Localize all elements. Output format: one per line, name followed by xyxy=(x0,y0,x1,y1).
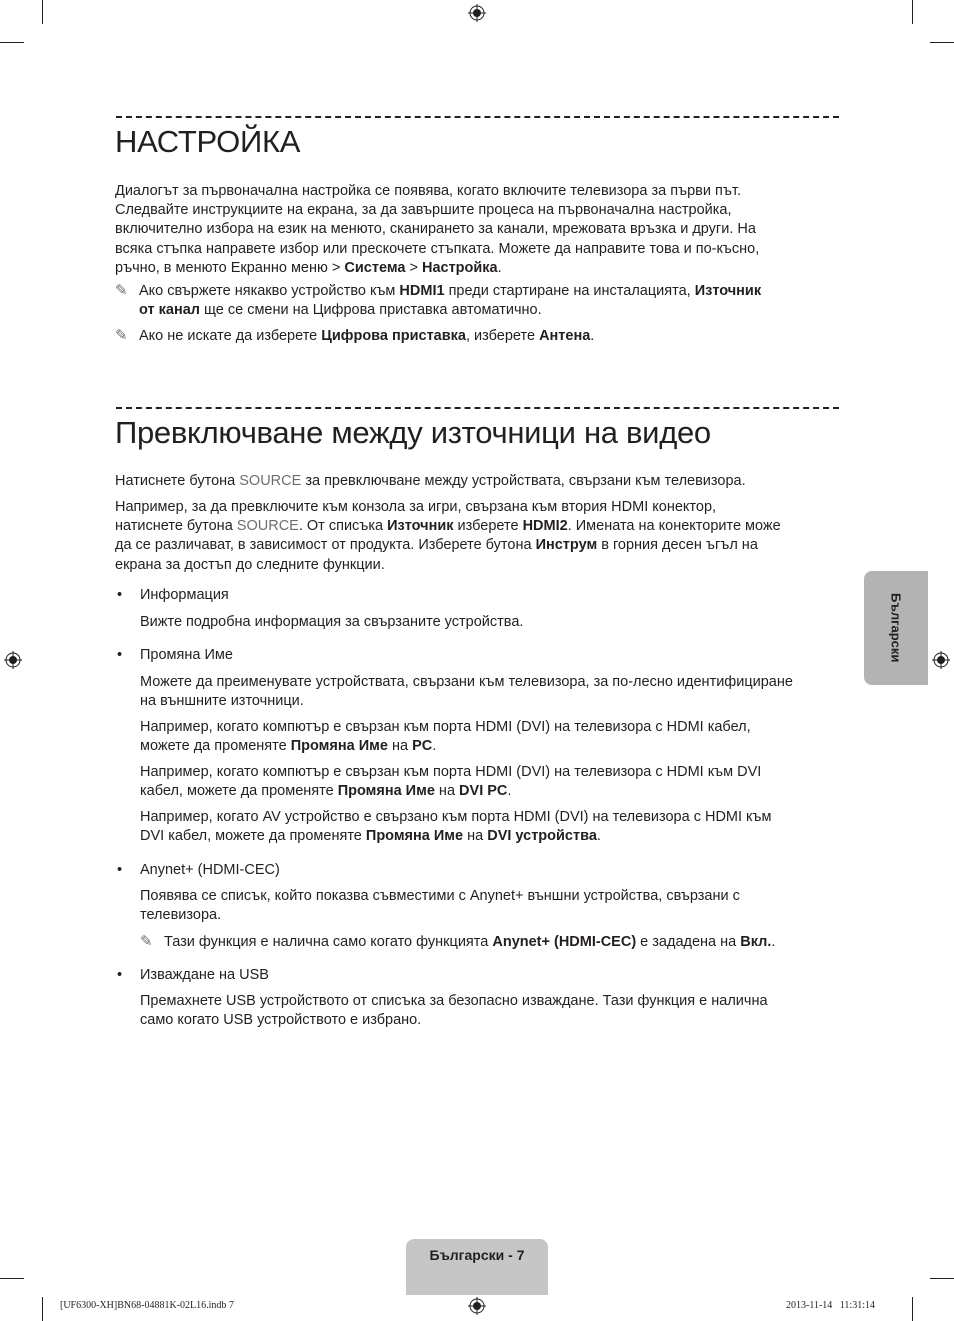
text: DVI кабел, можете да променяте xyxy=(140,828,366,845)
text: . От списъка xyxy=(298,518,388,535)
text: да се различават, в зависимост от продукта. Изберете бутона xyxy=(115,537,536,554)
text: . Имената на конекторите може xyxy=(567,518,781,535)
text-line: само когато USB устройството е избрано. xyxy=(140,1012,422,1029)
text: . xyxy=(497,259,502,276)
text-line: включително избора на език на менюто, сканирането за канали, мрежовата връзка и други. На xyxy=(115,221,756,238)
text-line: Появява се списък, който показва съвместими с Anynet+ външни устройства, свързани с xyxy=(140,888,740,904)
text: натиснете бутона xyxy=(115,518,237,535)
note-hdmi xyxy=(115,281,845,320)
text-line: екрана за достъп до следните функции. xyxy=(115,556,385,573)
crop-mark xyxy=(930,1278,954,1279)
text: Тази функция е налична само когато функцията xyxy=(164,934,493,950)
text-line: Премахнете USB устройството от списъка за безопасно изваждане. Тази функция е налична xyxy=(140,993,768,1009)
menu-term: Вкл. xyxy=(740,934,772,950)
menu-term: DVI устройства xyxy=(487,828,597,845)
text: кабел, можете да променяте xyxy=(140,783,338,800)
menu-term: от канал xyxy=(139,302,200,319)
text-line xyxy=(115,536,845,555)
text: на xyxy=(463,828,488,845)
menu-term: HDMI2 xyxy=(522,518,568,535)
text-line: Например, когато компютър е свързан към порта HDMI (DVI) на телевизора с HDMI кабел, xyxy=(140,719,751,735)
bullet: • xyxy=(117,862,123,878)
text-line xyxy=(115,259,845,278)
text-line: Например, когато компютър е свързан към порта HDMI (DVI) на телевизора с HDMI към DVI xyxy=(140,764,762,780)
text: . xyxy=(771,934,776,950)
source-p1 xyxy=(115,472,845,491)
footer-timestamp: 2013-11-14 11:31:14 xyxy=(786,1300,875,1311)
crop-mark xyxy=(930,42,954,43)
footer-file-info: [UF6300-XH]BN68-04881K-02L16.indb 7 xyxy=(60,1300,234,1311)
menu-term: Система xyxy=(344,259,406,276)
menu-term: Настройка xyxy=(421,259,498,276)
bullet: • xyxy=(117,587,123,603)
menu-term: PC xyxy=(412,738,433,755)
item-rename-desc xyxy=(140,673,840,711)
page-number-label: Български - 7 xyxy=(429,1247,525,1263)
crop-mark xyxy=(0,42,24,43)
item-info-label: Информация xyxy=(140,587,229,603)
button-name: SOURCE xyxy=(236,518,299,535)
text-line: на външните източници. xyxy=(140,693,304,710)
text: преди стартиране на инсталацията, xyxy=(444,283,695,299)
menu-term: Промяна Име xyxy=(337,783,435,800)
note-icon: ✎ xyxy=(140,933,153,950)
text: > xyxy=(405,259,422,276)
bullet: • xyxy=(117,967,123,983)
text: Натиснете бутона xyxy=(115,473,240,489)
text-line xyxy=(115,281,845,301)
language-side-label: Български xyxy=(888,593,904,663)
item-info-desc: Вижте подробна информация за свързаните устройства. xyxy=(140,614,524,630)
text: на xyxy=(387,738,413,755)
text-line xyxy=(115,517,845,536)
text: в горния десен ъгъл на xyxy=(597,537,758,554)
section-divider xyxy=(116,116,839,118)
registration-mark-icon xyxy=(468,1297,486,1315)
text: изберете xyxy=(453,518,523,535)
text-line xyxy=(115,301,845,320)
text: ръчно, в менюто Екранно меню > xyxy=(115,259,345,276)
text-line xyxy=(140,737,840,756)
menu-term: DVI PC xyxy=(459,783,508,800)
crop-mark xyxy=(912,0,913,24)
text-line: телевизора. xyxy=(140,907,222,924)
menu-term: Източник xyxy=(387,518,454,535)
text-line: Можете да преименувате устройствата, свързани към телевизора, за по-лесно идентифициране xyxy=(140,674,793,690)
crop-mark xyxy=(912,1297,913,1321)
text-line xyxy=(140,782,840,801)
note-antenna xyxy=(115,326,845,346)
button-name: SOURCE xyxy=(239,473,302,489)
note-icon: ✎ xyxy=(115,327,128,344)
text: , изберете xyxy=(465,328,540,344)
item-rename-example-dvipc xyxy=(140,763,840,801)
source-p2 xyxy=(115,498,845,575)
text: . xyxy=(596,828,601,845)
item-anynet-label: Anynet+ (HDMI-CEC) xyxy=(140,862,280,878)
text: на xyxy=(434,783,460,800)
crop-mark xyxy=(0,1278,24,1279)
text: . xyxy=(507,783,512,800)
registration-mark-icon xyxy=(932,651,950,669)
section-divider xyxy=(116,407,839,409)
item-rename-label: Промяна Име xyxy=(140,647,233,663)
text-line: Диалогът за първоначална настройка се появява, когато включите телевизора за първи път. xyxy=(115,183,741,199)
bullet: • xyxy=(117,647,123,663)
crop-mark xyxy=(42,1297,43,1321)
text-line xyxy=(115,326,845,346)
menu-term: Антена xyxy=(539,328,591,344)
registration-mark-icon xyxy=(468,4,486,22)
text-line: Например, за да превключите към конзола за игри, свързана към втория HDMI конектор, xyxy=(115,499,717,515)
crop-mark xyxy=(42,0,43,24)
text-line xyxy=(140,827,840,846)
item-usb-desc xyxy=(140,992,840,1030)
menu-term: Източник xyxy=(694,283,762,299)
menu-term: Промяна Име xyxy=(290,738,388,755)
menu-term: Anynet+ (HDMI-CEC) xyxy=(492,934,637,950)
item-anynet-desc xyxy=(140,887,840,925)
text: за превключване между устройствата, свързани към телевизора. xyxy=(301,473,746,489)
text-line: Следвайте инструкциите на екрана, за да завършите процеса на първоначална настройка, xyxy=(115,202,732,219)
registration-mark-icon xyxy=(4,651,22,669)
menu-term: Промяна Име xyxy=(365,828,464,845)
setup-intro xyxy=(115,182,845,278)
menu-term: HDMI1 xyxy=(399,283,445,299)
text: . xyxy=(432,738,437,755)
item-rename-example-av xyxy=(140,808,840,846)
section-title-setup: НАСТРОЙКА xyxy=(115,124,301,159)
note-icon: ✎ xyxy=(115,282,128,299)
menu-term: Инструм xyxy=(535,537,598,554)
item-usb-label: Изваждане на USB xyxy=(140,967,269,983)
text: Ако свържете някакво устройство към xyxy=(139,283,400,299)
text: можете да променяте xyxy=(140,738,291,755)
text: Ако не искате да изберете xyxy=(139,328,322,344)
item-anynet-note xyxy=(140,932,840,952)
text: е зададена на xyxy=(636,934,741,950)
item-rename-example-pc xyxy=(140,718,840,756)
text-line: Например, когато AV устройство е свързано към порта HDMI (DVI) на телевизора с HDMI към xyxy=(140,809,772,825)
text-line: всяка стъпка направете избор или прескочете стъпката. Можете да направите това и по-късно, xyxy=(115,240,760,257)
text: . xyxy=(590,328,595,344)
section-title-source: Превключване между източници на видео xyxy=(115,415,711,450)
menu-term: Цифрова приставка xyxy=(321,328,466,344)
text: ще се смени на Цифрова приставка автоматично. xyxy=(199,302,542,319)
